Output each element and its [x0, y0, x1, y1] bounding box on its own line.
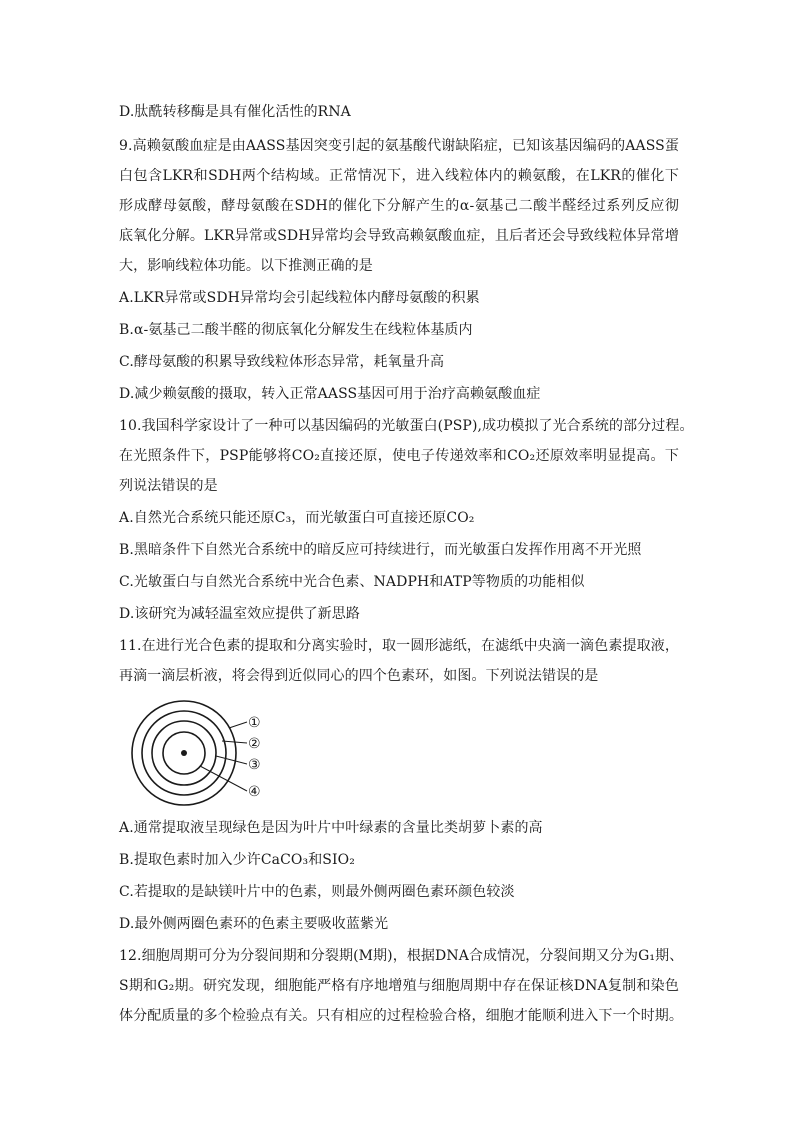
q10-stem-line-1: 10.我国科学家设计了一种可以基因编码的光敏蛋白(PSP),成功模拟了光合系统的部分过程。 [119, 418, 694, 434]
q9-stem-line-3: 形成酵母氨酸，酵母氨酸在SDH的催化下分解产生的α-氨基己二酸半醛经过系列反应彻 [119, 198, 679, 214]
q9-stem-line-2: 白包含LKR和SDH两个结构域。正常情况下，进入线粒体内的赖氨酸，在LKR的催化下 [119, 168, 679, 184]
q9-option-b: B.α-氨基己二酸半醛的彻底氧化分解发生在线粒体基质内 [119, 322, 473, 338]
q9-option-c: C.酵母氨酸的积累导致线粒体形态异常，耗氧量升高 [119, 354, 445, 370]
q9-stem-line-5: 大，影响线粒体功能。以下推测正确的是 [119, 258, 373, 274]
ring-label-3: ③ [248, 757, 261, 773]
q11-option-a: A.通常提取液呈现绿色是因为叶片中叶绿素的含量比类胡萝卜素的高 [119, 820, 543, 836]
q9-option-a: A.LKR异常或SDH异常均会引起线粒体内酵母氨酸的积累 [119, 290, 480, 306]
q12-stem-line-2: S期和G₂期。研究发现，细胞能严格有序地增殖与细胞周期中存在保证核DNA复制和染色 [119, 978, 679, 994]
q10-option-b: B.黑暗条件下自然光合系统中的暗反应可持续进行，而光敏蛋白发挥作用离不开光照 [119, 542, 642, 558]
leader-line-3 [216, 756, 247, 764]
q10-option-a: A.自然光合系统只能还原C₃，而光敏蛋白可直接还原CO₂ [119, 510, 475, 526]
q11-option-d: D.最外侧两圈色素环的色素主要吸收蓝紫光 [119, 916, 389, 932]
pigment-ring-diagram [116, 698, 276, 808]
leader-line-1 [229, 722, 247, 728]
q11-option-b: B.提取色素时加入少许CaCO₃和SIO₂ [119, 852, 355, 868]
q9-option-d: D.减少赖氨酸的摄取，转入正常AASS基因可用于治疗高赖氨酸血症 [119, 386, 541, 402]
q11-stem-line-2: 再滴一滴层析液，将会得到近似同心的四个色素环，如图。下列说法错误的是 [119, 668, 599, 684]
ring-label-4: ④ [248, 784, 261, 800]
q10-stem-line-3: 列说法错误的是 [119, 478, 218, 494]
q10-option-c: C.光敏蛋白与自然光合系统中光合色素、NADPH和ATP等物质的功能相似 [119, 574, 585, 590]
q12-stem-line-1: 12.细胞周期可分为分裂间期和分裂期(M期)，根据DNA合成情况，分裂间期又分为G₁期、 [119, 948, 684, 964]
q11-option-c: C.若提取的是缺镁叶片中的色素，则最外侧两圈色素环颜色较淡 [119, 884, 515, 900]
center-spot [181, 750, 187, 756]
q10-option-d: D.该研究为减轻温室效应提供了新思路 [119, 606, 360, 622]
q9-stem-line-4: 底氧化分解。LKR异常或SDH异常均会导致高赖氨酸血症，且后者还会导致线粒体异常增 [119, 228, 679, 244]
q11-stem-line-1: 11.在进行光合色素的提取和分离实验时，取一圆形滤纸，在滤纸中央滴一滴色素提取液， [119, 638, 679, 654]
ring-label-1: ① [248, 715, 261, 731]
q8-option-d: D.肽酰转移酶是具有催化活性的RNA [119, 104, 351, 120]
q12-stem-line-3: 体分配质量的多个检验点有关。只有相应的过程检验合格，细胞才能顺利进入下一个时期。 [119, 1008, 683, 1024]
q10-stem-line-2: 在光照条件下，PSP能够将CO₂直接还原，使电子传递效率和CO₂还原效率明显提高。下 [119, 448, 679, 464]
ring-label-2: ② [248, 736, 261, 752]
q9-stem-line-1: 9.高赖氨酸血症是由AASS基因突变引起的氨基酸代谢缺陷症，已知该基因编码的AASS蛋 [119, 138, 679, 154]
